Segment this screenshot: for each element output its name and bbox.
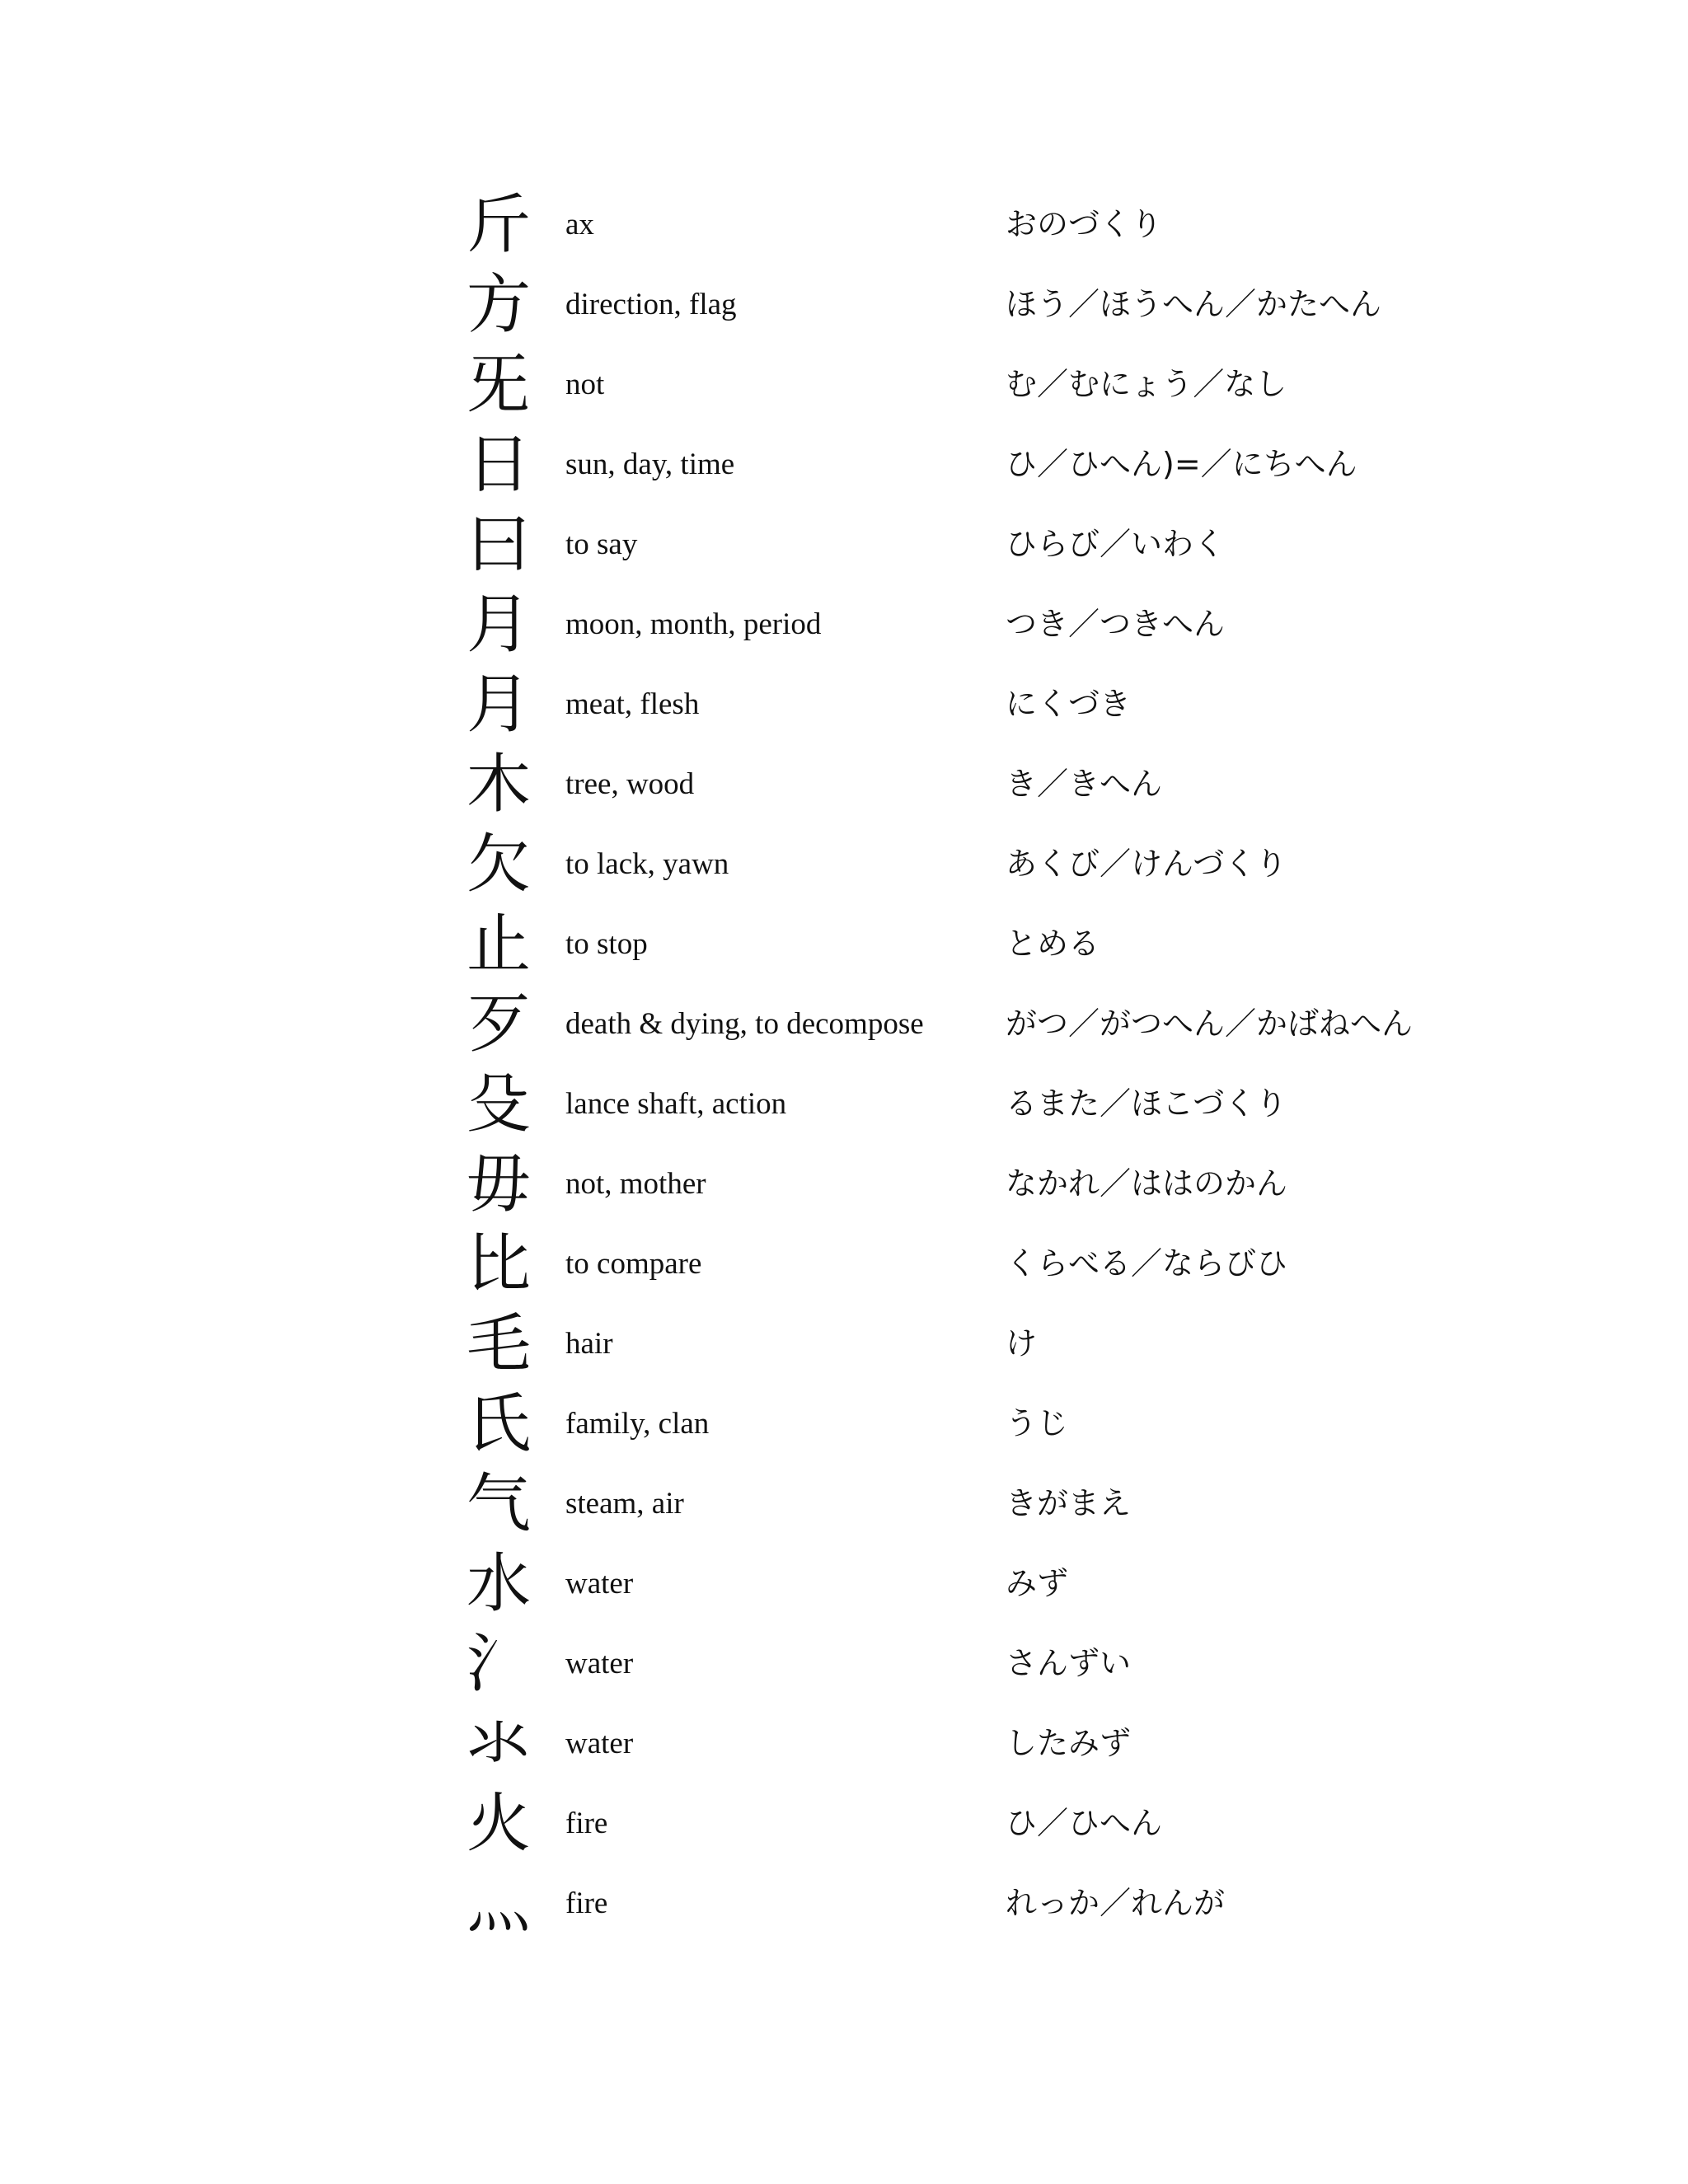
radical-reading: がつ／がつへん／かばねへん — [1006, 1005, 1414, 1042]
radical-meaning: fire — [565, 1886, 608, 1920]
radical-row — [0, 584, 1688, 664]
radical-meaning: water — [565, 1727, 634, 1760]
radical-reading: おのづくり — [1006, 206, 1163, 242]
radical-glyph: 氵 — [466, 1627, 531, 1701]
radical-glyph: 歹 — [466, 987, 531, 1062]
radical-row — [0, 824, 1688, 904]
radical-glyph: 火 — [466, 1787, 531, 1861]
radical-glyph: 月 — [466, 588, 531, 662]
radical-glyph: 方 — [466, 268, 531, 342]
radical-reading: さんずい — [1006, 1645, 1132, 1681]
radical-meaning: not — [565, 368, 605, 401]
radical-glyph: 月 — [466, 668, 531, 742]
radical-glyph: 殳 — [466, 1067, 531, 1141]
radical-row — [0, 504, 1688, 584]
radical-glyph: 止 — [466, 907, 531, 982]
radical-meaning: to stop — [565, 927, 648, 961]
radical-row — [0, 744, 1688, 824]
radical-glyph: 日 — [466, 428, 531, 502]
radical-meaning: to lack, yawn — [565, 847, 729, 881]
radical-row — [0, 185, 1688, 265]
radical-row — [0, 265, 1688, 344]
radical-reading: ひ／ひへん — [1006, 1805, 1163, 1841]
radical-glyph: 水 — [466, 1547, 531, 1621]
radical-reading: きがまえ — [1006, 1485, 1132, 1521]
radical-reading: あくび／けんづくり — [1006, 846, 1287, 882]
radical-row — [0, 344, 1688, 424]
radical-meaning: not, mother — [565, 1167, 706, 1201]
radical-meaning: steam, air — [565, 1487, 684, 1521]
radical-glyph: 毛 — [466, 1307, 531, 1381]
radical-glyph: 比 — [466, 1227, 531, 1301]
radical-row — [0, 1064, 1688, 1144]
radical-glyph: 灬 — [466, 1867, 531, 1941]
radical-row — [0, 664, 1688, 744]
radical-reading: む／むにょう／なし — [1006, 366, 1287, 402]
radical-reading: みず — [1006, 1565, 1069, 1601]
radical-glyph: 斤 — [466, 188, 531, 262]
radical-meaning: family, clan — [565, 1407, 710, 1441]
radical-reading: き／きへん — [1006, 766, 1163, 802]
radical-reading: ひらび／いわく — [1006, 526, 1226, 562]
radical-glyph: 氺 — [466, 1707, 531, 1781]
radical-reading: うじ — [1006, 1405, 1069, 1441]
radical-glyph: 毋 — [466, 1147, 531, 1221]
radical-reading: とめる — [1006, 926, 1100, 962]
radical-row — [0, 1304, 1688, 1384]
radical-glyph: 氏 — [466, 1387, 531, 1461]
radical-meaning: direction, flag — [565, 288, 737, 321]
radical-reading: ひ／ひへん)=／にちへん — [1006, 446, 1357, 482]
radical-meaning: moon, month, period — [565, 607, 822, 641]
radical-row — [0, 1624, 1688, 1704]
radical-row — [0, 1464, 1688, 1544]
radical-meaning: ax — [565, 208, 594, 241]
radical-reading: くらべる／ならびひ — [1006, 1245, 1288, 1282]
radical-row — [0, 1704, 1688, 1783]
radical-reading: ほう／ほうへん／かたへん — [1006, 286, 1382, 322]
radical-meaning: to compare — [565, 1247, 702, 1281]
radical-row — [0, 1144, 1688, 1224]
radical-row — [0, 1224, 1688, 1304]
radical-meaning: hair — [565, 1327, 613, 1361]
radical-reading: るまた／ほこづくり — [1006, 1085, 1287, 1122]
radical-meaning: death & dying, to decompose — [565, 1007, 924, 1041]
radical-row — [0, 984, 1688, 1064]
radical-reading: け — [1006, 1325, 1038, 1361]
radical-glyph: 曰 — [466, 508, 531, 582]
radical-meaning: to say — [565, 527, 638, 561]
radical-meaning: lance shaft, action — [565, 1087, 787, 1121]
radical-reading: なかれ／ははのかん — [1006, 1165, 1288, 1202]
radical-meaning: tree, wood — [565, 767, 695, 801]
radical-row — [0, 1544, 1688, 1624]
radical-glyph: 气 — [466, 1467, 531, 1541]
radical-meaning: water — [565, 1647, 634, 1680]
radical-row — [0, 424, 1688, 504]
radical-row — [0, 1384, 1688, 1464]
radical-glyph: 欠 — [466, 827, 531, 902]
radical-reading: したみず — [1006, 1725, 1132, 1761]
radical-glyph: 木 — [466, 748, 531, 822]
radical-glyph: 旡 — [466, 348, 531, 422]
radical-reading: つき／つきへん — [1006, 606, 1226, 642]
radical-row — [0, 1783, 1688, 1863]
radical-reading: れっか／れんが — [1006, 1885, 1226, 1921]
radical-meaning: fire — [565, 1807, 608, 1840]
radical-meaning: meat, flesh — [565, 687, 700, 721]
radical-meaning: water — [565, 1567, 634, 1601]
radical-reading: にくづき — [1006, 686, 1132, 722]
radical-meaning: sun, day, time — [565, 448, 735, 481]
radical-row — [0, 904, 1688, 984]
radical-row — [0, 1863, 1688, 1943]
